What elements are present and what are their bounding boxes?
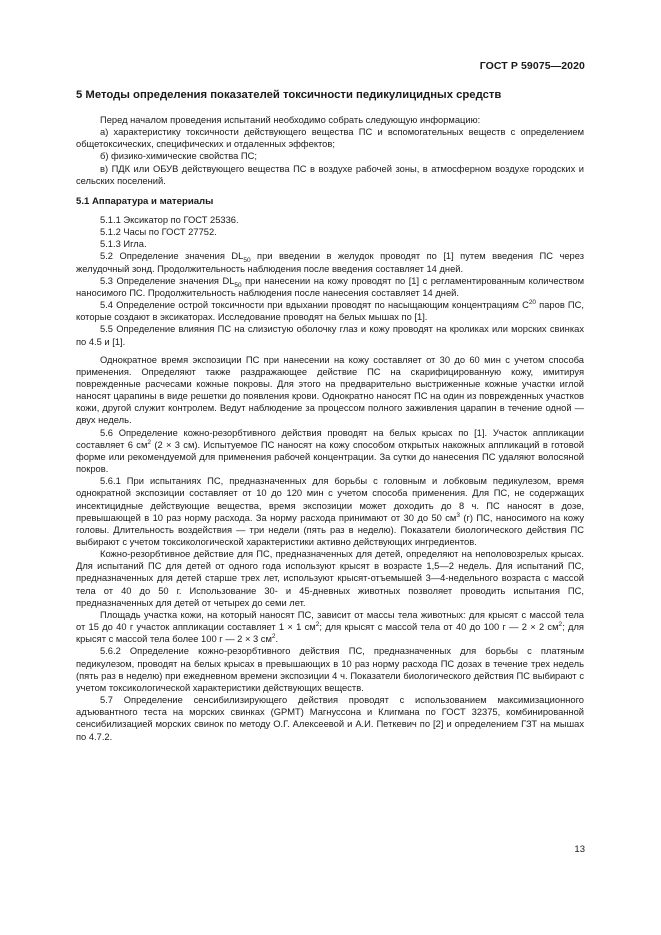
section-title: 5 Методы определения показателей токсичности педикулицидных средств (76, 89, 502, 101)
section-intro: Перед началом проведения испытаний необходимо собрать следующую информацию: (100, 115, 481, 125)
list-item: б) физико-химические свойства ПС; (100, 151, 257, 162)
list-item: в) ПДК или ОБУВ действующего вещества ПС в воздухе рабочей зоны, в атмосферном воздухе городских и сельских поселений. (76, 163, 584, 186)
subsection-title: 5.1 Аппаратура и материалы (76, 195, 214, 207)
paragraph-5-4: 5.4 Определение острой токсичности при вдыхании проводят по насыщающим концентрациям $C^{20}$ паров ПС, которые создают в эксикаторах. Исследование проводят на белых мышах по [1]. (76, 298, 584, 323)
paragraph-5-2: 5.2 Определение значения $DL_{50}$ при введении в желудок проводят по [1] путем введения ПС через желудочный зонд. Продолжительность наблюдения после введения составляет 14 дней. (76, 251, 584, 274)
paragraph-5-6-1-area: Площадь участка кожи, на который наносят ПС, зависит от массы тела животных: для крысят с массой тела от 15 до 40 г участок аппликации составляет 1 × 1 $см^2$; для крысят с массой тела от 40 до 100 г — 2 × 2 $см^2$; для крысят с массой тела более 100 г — 2 × 3 $см^2$. (76, 609, 584, 645)
paragraph-5-7: 5.7 Определение сенсибилизирующего действия проводят с использованием максимизационного адъювантного теста на морских свинках (GPMT) Магнуссона и Клигмана по ГОСТ 32375, комбинированной сенсибилизацией морских свинок по методу О.Г. Алексеевой и А.И. Петкевич по [2] и определением ГЗТ на мышах по 4.7.2. (76, 695, 584, 742)
page-number: 13 (574, 844, 585, 855)
paragraph-5-6-2: 5.6.2 Определение кожно-резорбтивного действия ПС, предназначенных для борьбы с платяным педикулезом, проводят на белых крысах в превышающих в 10 раз норму расхода ПС дозах в течение трех недель (пять раз в неделю) при ежедневном времени экспозиции 4 ч. Показатели биологического действия ПС выбирают с учетом токсикологической характеристики действующих веществ. (76, 646, 584, 693)
paragraph-5-1-3: 5.1.3 Игла. (100, 239, 147, 250)
page-content (76, 88, 584, 743)
paragraph-5-6-1-children: Кожно-резорбтивное действие для ПС, предназначенных для детей, определяют на неполовозрелых крысах. Для испытаний ПС для детей от одного года используют крысят в возрасте 1,5—2 недель. Для испытаний ПС, предназначенных для детей старше трех лет, используют крысят-отъемышей 3—4-недельного возраста с массой тела от 40 до 50 г. Использование 30- и 45-дневных животных позволяет проводить испытания ПС, предназначенных для детей от четырех до семи лет. (76, 549, 584, 608)
paragraph-5-1-1: 5.1.1 Эксикатор по ГОСТ 25336. (100, 214, 239, 225)
list-item: а) характеристику токсичности действующего вещества ПС и вспомогательных веществ с определением общетоксических, специфических и отдаленных эффектов; (76, 127, 584, 150)
paragraph-5-5: 5.5 Определение влияния ПС на слизистую оболочку глаз и кожу проводят на кроликах или морских свинках по 4.5 и [1]. (76, 324, 584, 347)
document-id: ГОСТ Р 59075—2020 (479, 60, 585, 72)
paragraph-5-6-1: 5.6.1 При испытаниях ПС, предназначенных для борьбы с головным и лобковым педикулезом, время однократной экспозиции составляет от 10 до 120 мин с учетом способа применения. Для ПС, не содержащих инсектицидные действующие вещества, время экспозиции может доходить до 8 ч. ПС наносят в дозе, превышающей в 10 раз норму расхода. За норму расхода принимают от 30 до 50 $см^3$ (г) ПС, наносимого на кожу головы. Длительность воздействия — три недели (пять раз в неделю). Показатели биологического действия ПС выбирают с учетом токсикологической характеристики активно действующих ингредиентов. (76, 476, 584, 547)
paragraph-5-3: 5.3 Определение значения $DL_{50}$ при нанесении на кожу проводят по [1] с регламентированным количеством наносимого ПС. Продолжительность наблюдения после нанесения составляет 14 дней. (76, 275, 584, 298)
paragraph-5-1-2: 5.1.2 Часы по ГОСТ 27752. (100, 227, 217, 238)
paragraph-5-6: 5.6 Определение кожно-резорбтивного действия проводят на белых крысах по [1]. Участок аппликации составляет 6 $см^2$ (2 × 3 см). Испытуемое ПС наносят на кожу способом открытых накожных аппликаций в готовой форме или рекомендуемой для применения рабочей концентрации. За сутки до нанесения ПС удаляют волосяной покров. (76, 427, 584, 475)
paragraph-5-5-exposure: Однократное время экспозиции ПС при нанесении на кожу составляет от 30 до 60 мин с учетом способа применения. Определяют также раздражающее действие ПС на скарифицированную кожу, имитируя поврежденные расчесами кожные покровы. Для этого на предварительно выстриженные кожные участки иглой наносят царапины в виде решетки до появления крови. Однократно наносят ПС на один из поврежденных участков кожи, другой служит контролем. Ведут наблюдение за процессом полного заживления царапин в течение одной — двух недель. (76, 354, 584, 426)
